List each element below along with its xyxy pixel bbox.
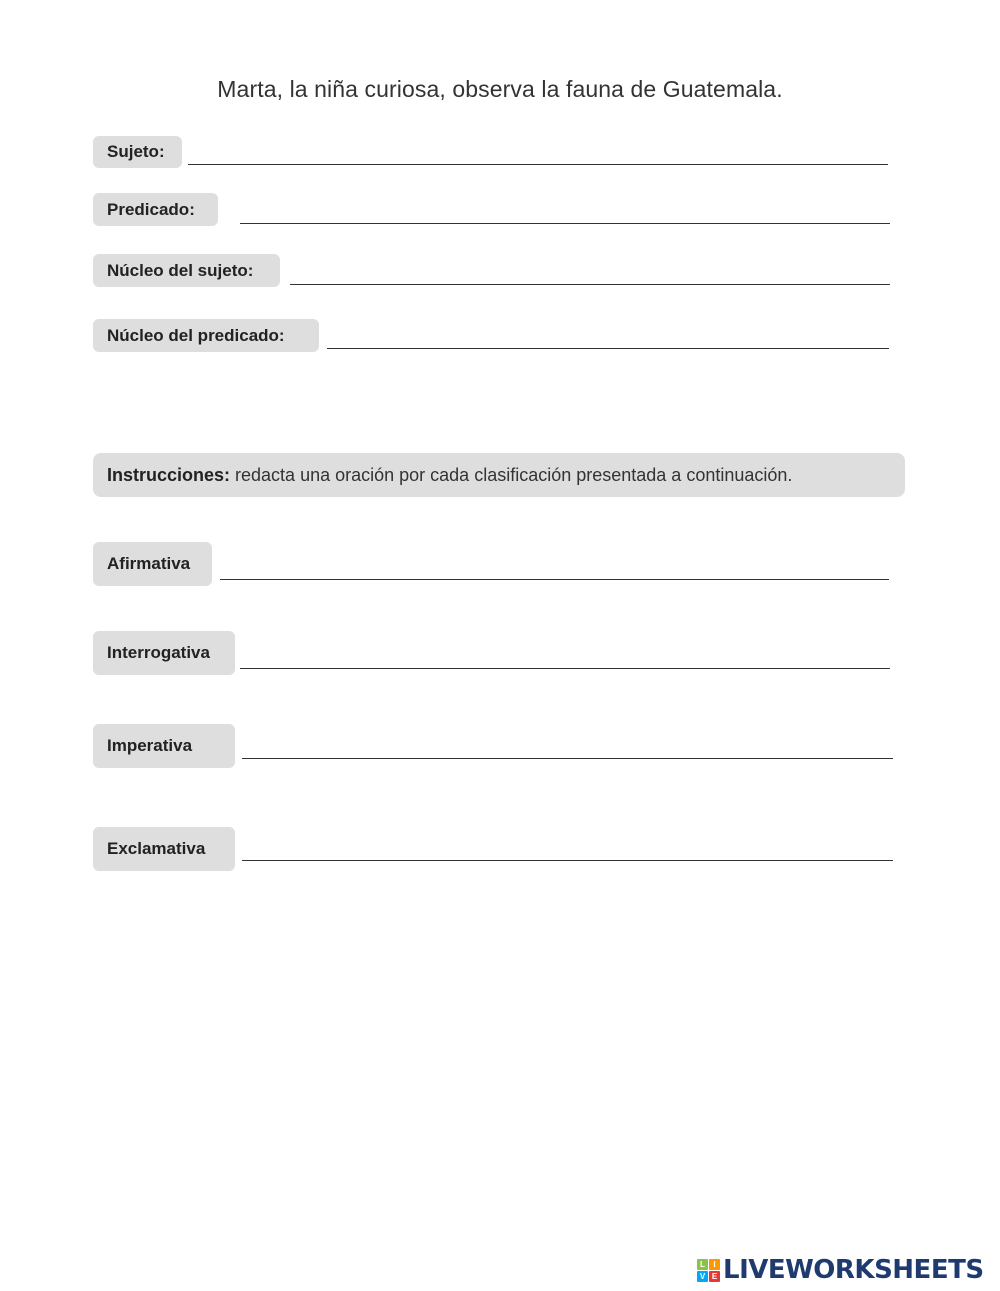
label-afirmativa: Afirmativa — [93, 542, 212, 586]
instructions-box — [93, 453, 905, 497]
label-imperativa: Imperativa — [93, 724, 235, 768]
imperativa-answer-line[interactable] — [242, 758, 893, 759]
logo-block: V — [697, 1271, 708, 1282]
label-interrogativa: Interrogativa — [93, 631, 235, 675]
predicado-answer-line[interactable] — [240, 223, 890, 224]
label-exclamativa: Exclamativa — [93, 827, 235, 871]
liveworksheets-logo — [697, 1253, 984, 1287]
instructions-label: Instrucciones: — [107, 464, 231, 485]
logo-block: I — [709, 1259, 720, 1270]
afirmativa-answer-line[interactable] — [220, 579, 889, 580]
nucleo-predicado-answer-line[interactable] — [327, 348, 889, 349]
label-sujeto: Sujeto: — [93, 136, 182, 168]
logo-blocks-icon — [697, 1259, 720, 1282]
instructions-text: redacta una oración por cada clasificación presentada a continuación. — [235, 464, 793, 485]
interrogativa-answer-line[interactable] — [240, 668, 890, 669]
label-nucleo-predicado: Núcleo del predicado: — [93, 319, 319, 352]
logo-block: L — [697, 1259, 708, 1270]
nucleo-sujeto-answer-line[interactable] — [290, 284, 890, 285]
sentence-prompt: Marta, la niña curiosa, observa la fauna de Guatemala. — [217, 76, 783, 102]
label-predicado: Predicado: — [93, 193, 218, 226]
exclamativa-answer-line[interactable] — [242, 860, 893, 861]
sujeto-answer-line[interactable] — [188, 164, 888, 165]
label-nucleo-sujeto: Núcleo del sujeto: — [93, 254, 280, 287]
logo-text: LIVEWORKSHEETS — [723, 1255, 984, 1285]
logo-block: E — [709, 1271, 720, 1282]
